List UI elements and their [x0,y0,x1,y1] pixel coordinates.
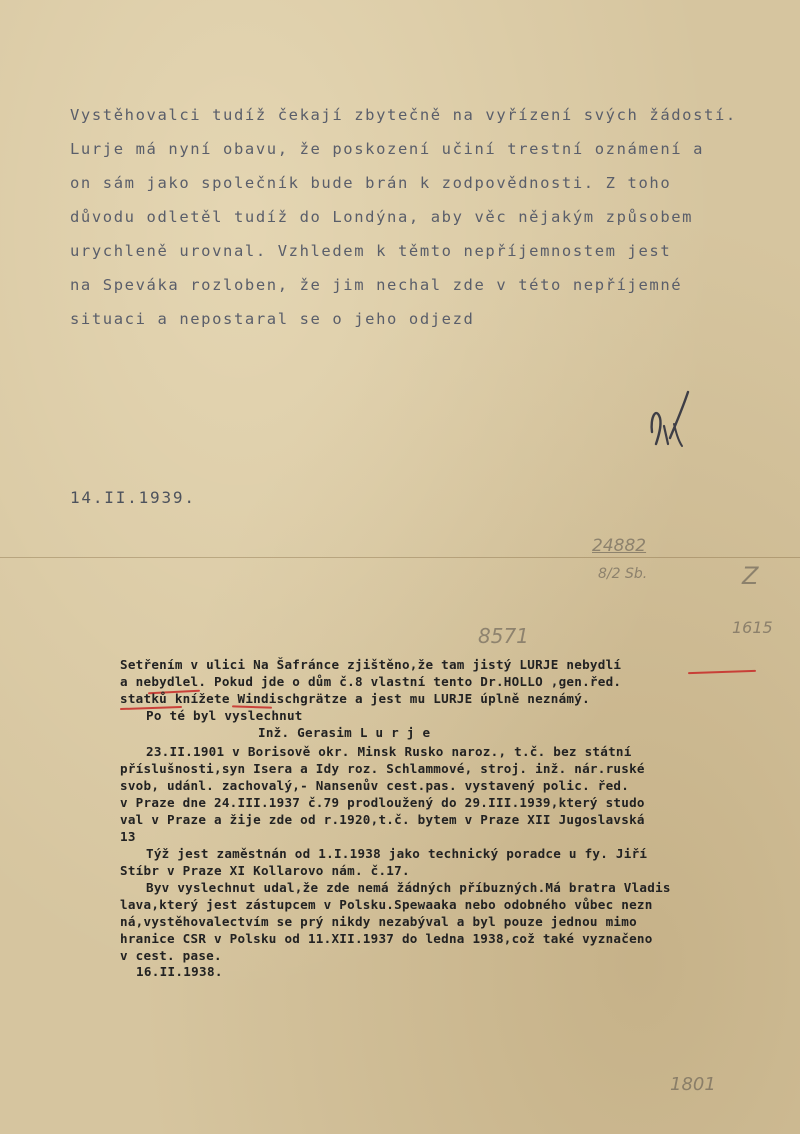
text-line: statků knížete Windischgrätze a jest mu LURJE úplně neznámý. [120,691,590,706]
pencil-number: 24882 [592,536,647,556]
upper-date: 14.II.1939. [70,488,196,507]
pencil-letter: Z [742,562,759,590]
text-line: Vystěhovalci tudíž čekají zbytečně na vyřízení svých žádostí. [70,106,737,124]
text-line: příslušnosti,syn Isera a Idy roz. Schlammové, stroj. inž. nár.ruské [120,761,645,776]
pencil-number: 1801 [670,1074,716,1095]
text-line: on sám jako společník bude brán k zodpovědnosti. Z toho [70,174,672,192]
text-line: Setřením v ulici Na Šafránce zjištěno,že tam jistý LURJE nebydlí [120,657,622,672]
text-line: urychleně urovnal. Vzhledem k těmto nepříjemnostem jest [70,242,672,260]
text-line: situaci a nepostaral se o jeho odjezd [70,310,475,328]
lower-paragraph [120,656,792,964]
text-line: val v Praze a žije zde od r.1920,t.č. bytem v Praze XII Jugoslavská [120,812,645,827]
text-line: Týž jest zaměstnán od 1.I.1938 jako technický poradce u fy. Jiří [146,846,648,861]
text-line: lava,který jest zástupcem v Polsku.Spewaaka nebo odobného vůbec nezn [120,897,653,912]
handwritten-signature [638,388,698,458]
text-line: na Speváka rozloben, že jim nechal zde v této nepříjemné [70,276,683,294]
pencil-number: 8571 [478,624,529,648]
text-line: hranice CSR v Polsku od 11.XII.1937 do ledna 1938,což také vyznačeno [120,931,653,946]
text-line: Stíbr v Praze XI Kollarovo nám. č.17. [120,863,410,878]
text-line: důvodu odletěl tudíž do Londýna, aby věc nějakým způsobem [70,208,694,226]
text-line: Inž. Gerasim L u r j e [258,725,431,740]
text-line: svob, udánl. zachovalý,- Nansenův cest.pas. vystavený polic. řed. [120,778,630,793]
upper-paragraph [70,98,780,336]
text-line: v Praze dne 24.III.1937 č.79 prodloužený do 29.III.1939,který studo [120,795,645,810]
pencil-note: 8/2 Sb. [598,566,648,582]
text-line: 23.II.1901 v Borisově okr. Minsk Rusko naroz., t.č. bez státní [146,744,632,759]
text-line: ná,vystěhovalectvím se prý nikdy nezabýval a byl pouze jednou mimo [120,914,637,929]
text-line: Byv vyslechnut udal,že zde nemá žádných příbuzných.Má bratra Vladis [146,880,671,895]
lower-date: 16.II.1938. [136,964,223,979]
paper-fold-line [0,557,800,558]
text-line: v cest. pase. [120,948,222,963]
text-line: a nebydlel. Pokud jde o dům č.8 vlastní tento Dr.HOLLO ,gen.řed. [120,674,622,689]
text-line: 13 [120,829,136,844]
text-line: Po té byl vyslechnut [146,708,303,723]
pencil-number: 1615 [732,618,773,637]
text-line: Lurje má nyní obavu, že poskození učiní trestní oznámení a [70,140,705,158]
